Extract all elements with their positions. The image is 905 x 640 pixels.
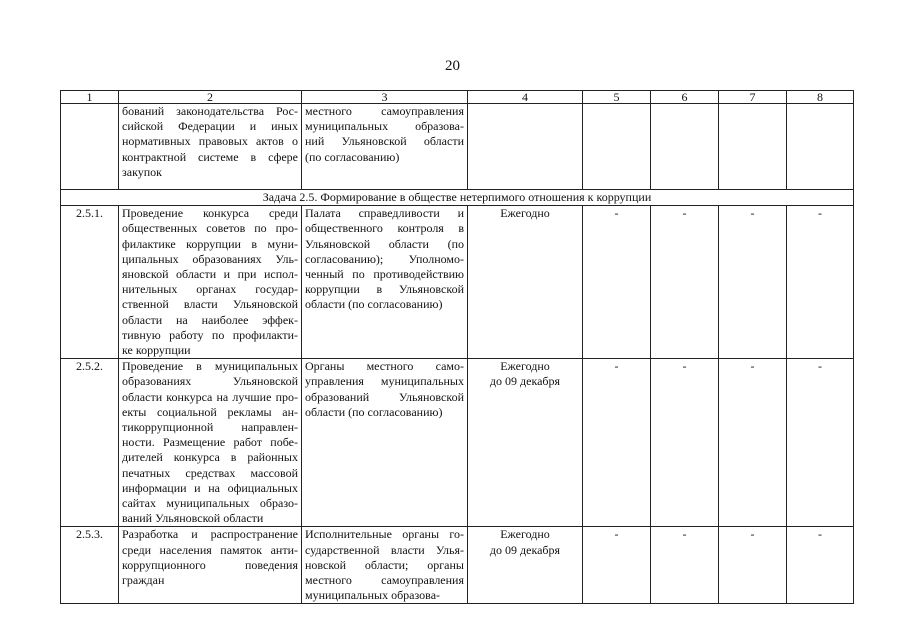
responsible-cell <box>302 527 468 604</box>
text-line: ченный по противодействию <box>305 267 464 282</box>
text-line: коррупции в Ульяновской <box>305 282 464 297</box>
deadline-cell <box>468 359 583 527</box>
text-line: области на наиболее эффек- <box>122 312 298 327</box>
text-line: Органы местного само- <box>305 359 464 374</box>
text-line: ципальных образованиях Уль- <box>122 251 298 266</box>
text-line: Проведение в муниципальных <box>122 359 298 374</box>
text-line: екты социальной рекламы ан- <box>122 404 298 419</box>
task-heading-row <box>61 190 854 206</box>
text-line: до 09 декабря <box>489 542 561 557</box>
deadline-cell <box>468 206 583 359</box>
text-line: нительных органах государ- <box>122 282 298 297</box>
text-line: Разработка и распространение <box>122 527 298 542</box>
text-line: ности. Размещение работ побе- <box>122 435 298 450</box>
text-line: печатных средствах массовой <box>122 465 298 480</box>
text-line: контрактной системе в сфере <box>122 149 298 164</box>
text-line: информации и на официальных <box>122 480 298 495</box>
column-number: 4 <box>468 91 583 104</box>
text-line: сайтах муниципальных образо- <box>122 496 298 511</box>
value-cell: - <box>719 359 787 527</box>
text-line: общественного контроля в <box>305 221 464 236</box>
page-number: 20 <box>445 58 460 74</box>
text-line: образованиях Ульяновской <box>122 374 298 389</box>
text-line: местного самоуправления <box>305 104 464 118</box>
text-line: ний Ульяновской области <box>305 134 464 149</box>
text-line: согласованию); Уполномо- <box>305 251 464 266</box>
text-line: Проведение конкурса среди <box>122 206 298 221</box>
text-line: среди населения памяток анти- <box>122 542 298 557</box>
measures-table <box>60 90 854 604</box>
measure-row <box>61 206 854 359</box>
text-line: сударственной власти Улья- <box>305 542 464 557</box>
text-line: (по согласованию) <box>305 149 400 164</box>
text-line: области (по согласованию) <box>305 404 443 419</box>
text-line: управления муниципальных <box>305 374 464 389</box>
value-cell: - <box>651 359 719 527</box>
text-line: Ульяновской области (по <box>305 236 464 251</box>
text-line: Палата справедливости и <box>305 206 464 221</box>
value-cell <box>719 104 787 190</box>
responsible-cell <box>302 206 468 359</box>
text-line: муниципальных образова- <box>305 119 464 134</box>
text-line: коррупционного поведения <box>122 557 298 572</box>
value-cell: - <box>719 206 787 359</box>
row-number-cell: 2.5.3. <box>61 527 119 604</box>
text-line: до 09 декабря <box>489 374 561 389</box>
value-cell: - <box>719 527 787 604</box>
text-line: Ежегодно <box>500 359 550 374</box>
text-line: граждан <box>122 573 165 588</box>
text-line: тивную работу по профилакти- <box>122 327 298 342</box>
text-line: местного самоуправления <box>305 573 464 588</box>
text-line: тикоррупционной направлен- <box>122 420 298 435</box>
continuation-row <box>61 104 854 190</box>
value-cell <box>583 104 651 190</box>
column-number: 3 <box>302 91 468 104</box>
text-line: общественных советов по про- <box>122 221 298 236</box>
measure-row <box>61 359 854 527</box>
column-number: 5 <box>583 91 651 104</box>
text-line: области конкурса на лучшие про- <box>122 389 298 404</box>
measure-cell <box>119 527 302 604</box>
text-line: Ежегодно <box>500 527 550 542</box>
text-line: дителей конкурса в районных <box>122 450 298 465</box>
text-line: сийской Федерации и иных <box>122 119 298 134</box>
value-cell: - <box>651 527 719 604</box>
text-line: бований законодательства Рос- <box>122 104 298 118</box>
row-number-cell: 2.5.2. <box>61 359 119 527</box>
text-line: области (по согласованию) <box>305 297 443 312</box>
column-number: 1 <box>61 91 119 104</box>
value-cell: - <box>787 206 854 359</box>
text-line: образований Ульяновской <box>305 389 464 404</box>
text-line: ственной власти Ульяновской <box>122 297 298 312</box>
deadline-cell <box>468 527 583 604</box>
measure-cell <box>119 359 302 527</box>
value-cell: - <box>583 527 651 604</box>
measure-cell <box>119 206 302 359</box>
text-line: филактике коррупции в муни- <box>122 236 298 251</box>
text-line: яновской области и при испол- <box>122 267 298 282</box>
text-line: Ежегодно <box>500 206 550 221</box>
value-cell: - <box>651 206 719 359</box>
value-cell <box>651 104 719 190</box>
value-cell: - <box>787 359 854 527</box>
text-line: закупок <box>122 164 162 179</box>
column-number: 7 <box>719 91 787 104</box>
deadline-cell <box>468 104 583 190</box>
value-cell: - <box>787 527 854 604</box>
value-cell <box>787 104 854 190</box>
row-number-cell <box>61 104 119 190</box>
text-line: муниципальных образова- <box>305 588 441 603</box>
responsible-cell <box>302 104 468 190</box>
task-heading: Задача 2.5. Формирование в обществе нетерпимого отношения к коррупции <box>61 190 854 206</box>
column-number-row <box>61 91 854 104</box>
text-line: ке коррупции <box>122 343 191 358</box>
column-number: 6 <box>651 91 719 104</box>
text-line: нормативных правовых актов о <box>122 134 298 149</box>
column-number: 8 <box>787 91 854 104</box>
responsible-cell <box>302 359 468 527</box>
measure-row <box>61 527 854 604</box>
text-line: ваний Ульяновской области <box>122 511 264 526</box>
value-cell: - <box>583 206 651 359</box>
text-line: новской области; органы <box>305 557 464 572</box>
measure-cell <box>119 104 302 190</box>
value-cell: - <box>583 359 651 527</box>
text-line: Исполнительные органы го- <box>305 527 464 542</box>
column-number: 2 <box>119 91 302 104</box>
row-number-cell: 2.5.1. <box>61 206 119 359</box>
